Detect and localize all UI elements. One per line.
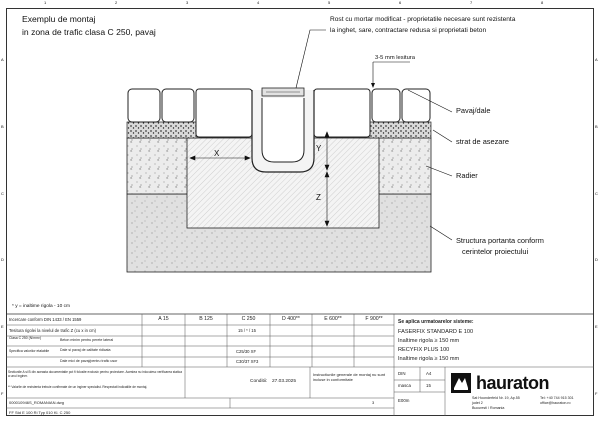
border-label: 6: [399, 0, 402, 5]
c250-concrete-r5: C30/37 XF3: [236, 359, 259, 364]
titleblock-ebba: E00m: [398, 398, 410, 403]
border-label: 4: [257, 0, 260, 5]
drawing-code: 000010946S_ROMANIAN.dwg: [9, 400, 64, 405]
structura-label-line2: cerintelor proiectului: [462, 247, 529, 256]
table-label-r4a: Specifica valorilor etalabile: [9, 349, 50, 353]
load-class-a15: A 15: [158, 316, 169, 322]
table-label-r1: Incercare conform DIN 1433 / EN 1559: [9, 317, 82, 322]
table-label-r5: Dale mici de pavaj/pentru trafic usor: [60, 359, 118, 363]
systems-heading: Se aplica urmatoarelor sisteme:: [398, 319, 474, 325]
border-label: E: [595, 324, 598, 329]
systems-line2: Inaltime rigola ≥ 150 mm: [398, 338, 460, 344]
load-class-c250: C 250: [241, 316, 256, 322]
systems-line3: RECYFIX PLUS 100: [398, 347, 450, 353]
titleblock-address1: Sat Hoonderfeld Nr. 19, Ap.55: [472, 396, 520, 400]
structura-label-line1: Structura portanta conform: [456, 236, 544, 245]
table-note-left2: ** Valorile de rezistenta trebuie confirmate de un inginer specialist. Respectati indicatiile de montaj.: [8, 385, 148, 389]
table-label-r4b: Dale si pavaj de calitate ridicata: [60, 348, 111, 352]
titleblock-phone: Tel: +40 744 915 301: [540, 396, 574, 400]
border-label: D: [595, 257, 598, 262]
hauraton-logo: [450, 372, 590, 394]
rost-note-line1: Rost cu mortar modificat - proprietatile necesare sunt rezistenta: [330, 16, 516, 23]
titleblock-email: office@hauraton.ro: [540, 401, 571, 405]
drawing-title-line2: in zona de trafic clasa C 250, pavaj: [22, 27, 156, 37]
border-label: F: [595, 391, 598, 396]
titleblock-sheet-label: masca: [398, 383, 411, 388]
titleblock-format: A4: [426, 371, 432, 376]
titleblock-sheet: 15: [426, 383, 431, 388]
systems-line4: Inaltime rigola ≥ 150 mm: [398, 356, 460, 362]
instructions-note: Instructiunile generale de montaj nu sunt incluse in conformitate: [313, 372, 386, 383]
drainage-channel: [252, 88, 314, 172]
drawing-title-line1: Exemplu de montaj: [22, 14, 96, 24]
border-label: 1: [44, 0, 47, 5]
border-label: 3: [186, 0, 189, 5]
border-label: A: [1, 57, 4, 62]
border-label: B: [595, 124, 598, 129]
lesitura-label: 3-5 mm lesitura: [375, 55, 415, 61]
c250-concrete-r4: C25/30 XF: [236, 349, 257, 354]
border-label: B: [1, 124, 4, 129]
table-note-left: Sectiunile A si B din aceasta documentatie pot fi folosite exclusiv pentru proiectare. Acestea nu inlocuiesc verificarea statica a unui inginer.: [8, 370, 182, 378]
rost-note-line2: la inghet, sare, contractare redusa si proprietati beton: [330, 27, 487, 34]
dimension-x-label: X: [214, 149, 220, 158]
border-label: C: [1, 191, 4, 196]
border-label: 5: [328, 0, 331, 5]
leader-arrow-lesitura: [371, 83, 375, 88]
border-label: 8: [541, 0, 544, 5]
load-class-d400: D 400**: [282, 316, 300, 322]
drawing-scale: 3: [372, 400, 375, 405]
border-label: E: [1, 324, 4, 329]
brand-wordmark: hauraton: [476, 373, 550, 393]
hauraton-logo-mark: [450, 372, 472, 394]
c250-xzx-value: 15 / * / 15: [238, 328, 256, 333]
drawing-date: 27.03.2025: [272, 379, 297, 384]
border-label: F: [1, 391, 4, 396]
border-label: 7: [470, 0, 473, 5]
border-label: 2: [115, 0, 118, 5]
titleblock-address3: Bucuresti / Romania: [472, 406, 505, 410]
condition-label: Conditii:: [250, 379, 268, 384]
border-label: D: [1, 257, 4, 262]
dimension-y-label: Y: [316, 144, 322, 153]
titleblock-address2: judet 2: [472, 401, 483, 405]
radier-label: Radier: [456, 171, 478, 180]
table-label-r3b: Beton minim pentru perete lateral: [60, 338, 114, 342]
product-line: FF Std E 100 Ri Typ 010 Kl. C 250: [9, 410, 71, 415]
strat-label: strat de asezare: [456, 137, 509, 146]
dimension-z-label: Z: [316, 193, 321, 202]
titleblock-din: DIN: [398, 371, 406, 376]
pavaj-label: Pavaj/dale: [456, 106, 491, 115]
systems-line1: FASERFIX STANDARD E 100: [398, 329, 474, 335]
border-label: A: [595, 57, 598, 62]
table-label-r2: Tesitura rigolei la nivelul de trafic Z (cu x in cm): [9, 328, 97, 333]
footnote: * y = inaltime rigola - 10 cm: [12, 304, 70, 309]
load-class-f900: F 900**: [365, 316, 383, 322]
table-label-r3a: Clasa C 250 (N/mm²): [9, 336, 42, 340]
load-class-b125: B 125: [199, 316, 213, 322]
load-class-e600: E 600**: [324, 316, 342, 322]
border-label: C: [595, 191, 598, 196]
